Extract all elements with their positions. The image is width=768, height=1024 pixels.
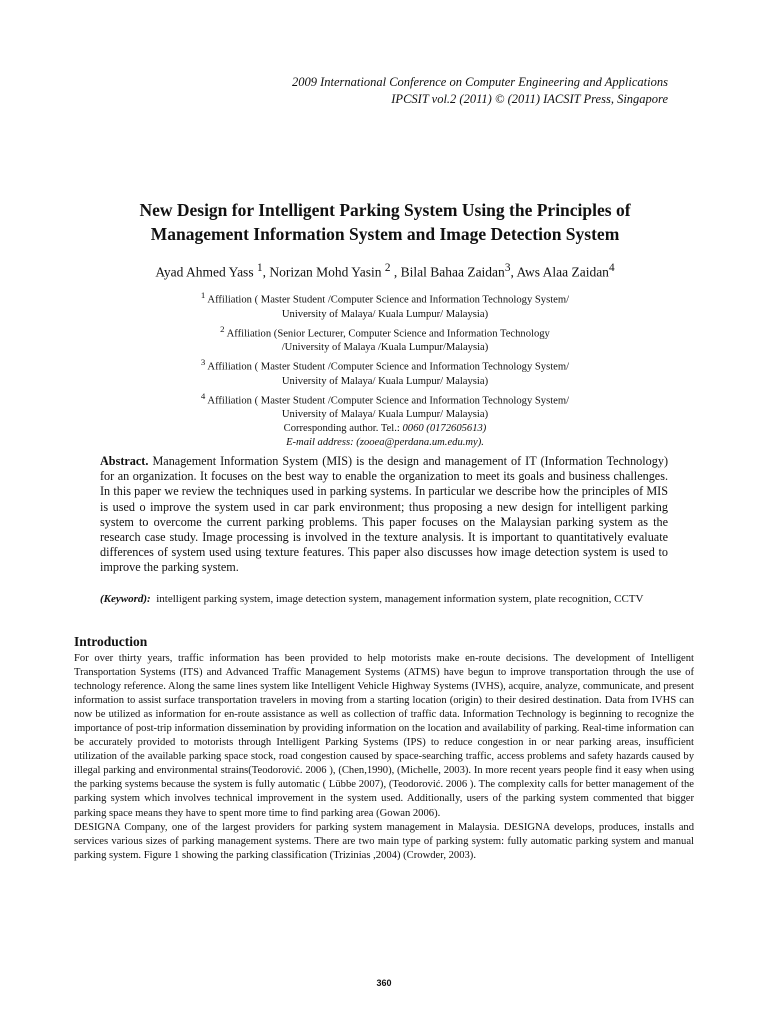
- affiliation-sup: 4: [200, 390, 206, 401]
- author-sup: 4: [608, 262, 615, 274]
- introduction-body: [74, 652, 694, 863]
- conference-header: [292, 74, 668, 108]
- affiliation-1: [110, 288, 660, 308]
- affiliation-text: Affiliation ( Master Student /Computer Science and Information Technology System/: [207, 361, 570, 373]
- email-label: E-mail address:: [286, 437, 357, 449]
- email-address: (zooea@perdana.um.edu.my).: [356, 437, 484, 449]
- author-separator: ,: [510, 264, 517, 280]
- affiliations: [110, 288, 660, 450]
- author-separator: ,: [262, 264, 270, 280]
- affiliation-text: University of Malaya/ Kuala Lumpur/ Malaysia): [281, 375, 489, 387]
- abstract: [100, 454, 668, 576]
- affiliation-4: [110, 389, 660, 409]
- page-number: 360: [376, 978, 392, 988]
- affiliation-text: University of Malaya/ Kuala Lumpur/ Malaysia): [281, 409, 489, 421]
- keywords-label: (Keyword):: [100, 593, 151, 605]
- affiliation-sup: 1: [200, 290, 206, 300]
- paper-title: [70, 198, 700, 246]
- introduction-heading: Introduction: [74, 634, 148, 649]
- affiliation-text: Affiliation (Senior Lecturer, Computer Science and Information Technology: [226, 328, 550, 340]
- title-line-2: Management Information System and Image Detection System: [150, 224, 620, 244]
- corresponding-author: [110, 422, 660, 436]
- keywords: [100, 592, 668, 606]
- author-name: Ayad Ahmed Yass: [155, 264, 254, 280]
- title-line-1: New Design for Intelligent Parking System Using the Principles of: [139, 200, 631, 220]
- author-sup: 1: [256, 262, 263, 274]
- affiliation-2: [110, 322, 660, 342]
- affiliation-text: Affiliation ( Master Student /Computer Science and Information Technology System/: [207, 294, 570, 306]
- affiliation-text: Affiliation ( Master Student /Computer Science and Information Technology System/: [207, 395, 570, 407]
- introduction-paragraph: DESIGNA Company, one of the largest providers for parking system management in Malaysia. DESIGNA develops, produces, installs and services various sizes of parking management systems. There are two main type of parking system: fully automatic parking system and manual parking system. Figure 1 showing the parking classification (Trizinias ,2004) (Crowder, 2003).: [74, 821, 694, 861]
- affiliation-text: /University of Malaya /Kuala Lumpur/Malaysia): [281, 342, 489, 354]
- author-sup: 2: [384, 262, 391, 274]
- conference-line-1: 2009 International Conference on Computer Engineering and Applications: [291, 75, 668, 89]
- abstract-label: Abstract.: [100, 454, 149, 468]
- author-name: Norizan Mohd Yasin: [269, 264, 382, 280]
- affiliation-sup: 3: [200, 357, 206, 368]
- affiliation-sup: 2: [220, 323, 225, 334]
- abstract-text: Management Information System (MIS) is the design and management of IT (Information Technology) for an organization. It focuses on the best way to enable the organization to meet its goals and business challenges. In this paper we review the techniques used in parking systems. In particular we describe how the principles of MIS is used o improve the system used in car park environment; thus proposing a new design for intelligent parking system to overcome the current parking problems. This paper focuses on the Malaysian parking system as the research case study. Image processing is involved in the texture analysis. It is important to quantitatively evaluate differences of system used using texture features. This paper also discusses how image detection system is used to improve the parking system.: [100, 454, 669, 575]
- author-sup: 3: [504, 262, 511, 274]
- corresponding-tel: 0060 (0172605613): [402, 423, 487, 435]
- keywords-text: intelligent parking system, image detection system, management information system, plate recognition, CCTV: [156, 593, 644, 605]
- introduction-paragraph: For over thirty years, traffic information has been provided to help motorists make en-route decisions. The development of Intelligent Transportation Systems (ITS) and Advanced Traffic Management Systems (ATMS) have begun to improve transportation through the use of technology reference. Along the same lines system like Intelligent Vehicle Highway Systems (IVHS), acquire, analyze, communicate, and present information to assist surface transportation travelers in moving from a starting location (origin) to their desired destination. Data from IVHS can now be utilized as information for en-route assistance as well as collection of traffic data. Information Technology is beginning to recognize the importance of post-trip information dissemination by providing information on the location and availability of parking. Real-time information can be accurately provided to motorists through Intelligent Parking Systems (IPS) to reduce congestion in or near parking areas, insufficient utilization of the available parking space stock, road congestion caused by space-searching traffic, access problems and safety hazards caused by illegal parking and environmental strains(Teodorović. 2006 ), (Chen,1990), (Michelle, 2003). In more recent years people find it easy when using the parking systems because the system is fully automatic ( Lübbe 2007), (Teodorović. 2006 ). The complexity calls for better management of the parking system which involves technical improvement in the system used. Additionally, users of the parking system commented that bigger parking space means they have to spent more time to find parking area (Gowan 2006).: [74, 653, 694, 819]
- author-separator: ,: [390, 264, 401, 280]
- affiliation-3: [110, 355, 660, 375]
- conference-line-2: IPCSIT vol.2 (2011) © (2011) IACSIT Press, Singapore: [391, 92, 668, 106]
- author-list: [70, 262, 700, 281]
- corresponding-email: [110, 436, 660, 450]
- author-name: Bilal Bahaa Zaidan: [400, 264, 505, 280]
- affiliation-text: University of Malaya/ Kuala Lumpur/ Malaysia): [281, 308, 489, 320]
- author-name: Aws Alaa Zaidan: [516, 264, 609, 280]
- corresponding-label: Corresponding author. Tel.:: [283, 423, 403, 435]
